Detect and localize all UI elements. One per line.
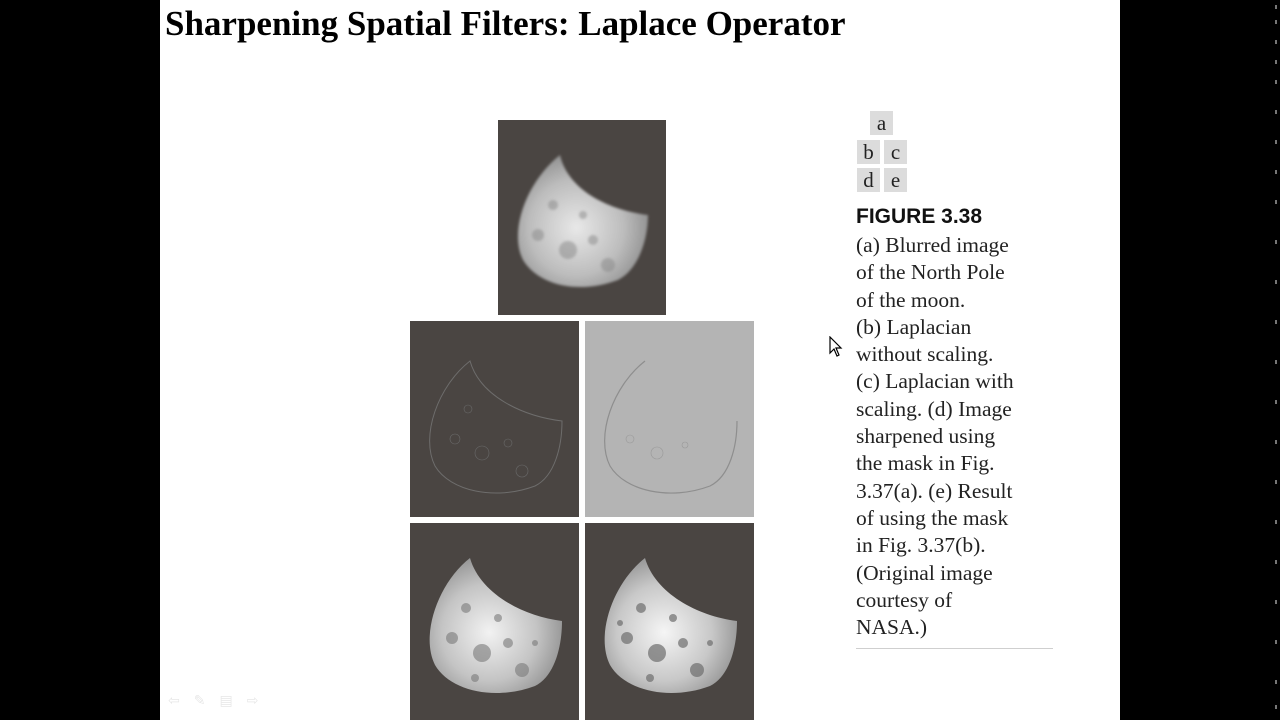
figure-panel-b-laplacian-unscaled [410, 321, 579, 517]
slide-title: Sharpening Spatial Filters: Laplace Operator [165, 4, 846, 43]
prev-arrow-icon[interactable]: ⇦ [168, 693, 180, 709]
caption-line: the mask in Fig. [856, 451, 995, 476]
slide [160, 0, 1120, 720]
grid-label-e: e [884, 168, 907, 192]
caption-line: scaling. (d) Image [856, 396, 1012, 421]
caption-divider [856, 648, 1053, 649]
pen-icon[interactable]: ✎ [193, 693, 206, 709]
caption-line: without scaling. [856, 342, 994, 367]
caption-line: 3.37(a). (e) Result [856, 478, 1013, 503]
caption-line: (c) Laplacian with [856, 369, 1014, 394]
figure-panel-a-blurred-moon [498, 120, 666, 315]
caption-line: in Fig. 3.37(b). [856, 533, 986, 558]
caption-line: (a) Blurred image [856, 233, 1009, 257]
figure-panel-e-sharpened-mask-b [585, 523, 754, 720]
grid-label-a: a [870, 111, 893, 135]
next-arrow-icon[interactable]: ⇨ [246, 693, 259, 709]
mouse-cursor-icon [829, 336, 843, 358]
figure-panel-d-sharpened-mask-a [410, 523, 579, 720]
caption-line: NASA.) [856, 615, 928, 640]
menu-icon[interactable]: ▤ [219, 693, 233, 709]
grid-label-c: c [884, 140, 907, 164]
figure-caption [856, 232, 1061, 641]
grid-label-b: b [857, 140, 880, 164]
scrollbar[interactable] [1272, 0, 1280, 720]
caption-line: (Original image [856, 560, 993, 585]
slideshow-nav [168, 693, 258, 709]
figure-panel-c-laplacian-scaled [585, 321, 754, 517]
grid-label-d: d [857, 168, 880, 192]
caption-line: courtesy of [856, 587, 953, 612]
caption-line: of the North Pole [856, 260, 1005, 285]
caption-line: of the moon. [856, 287, 966, 312]
figure-number: FIGURE 3.38 [856, 205, 983, 228]
caption-line: sharpened using [856, 424, 996, 449]
caption-line: (b) Laplacian [856, 314, 972, 339]
caption-line: of using the mask [856, 505, 1009, 530]
